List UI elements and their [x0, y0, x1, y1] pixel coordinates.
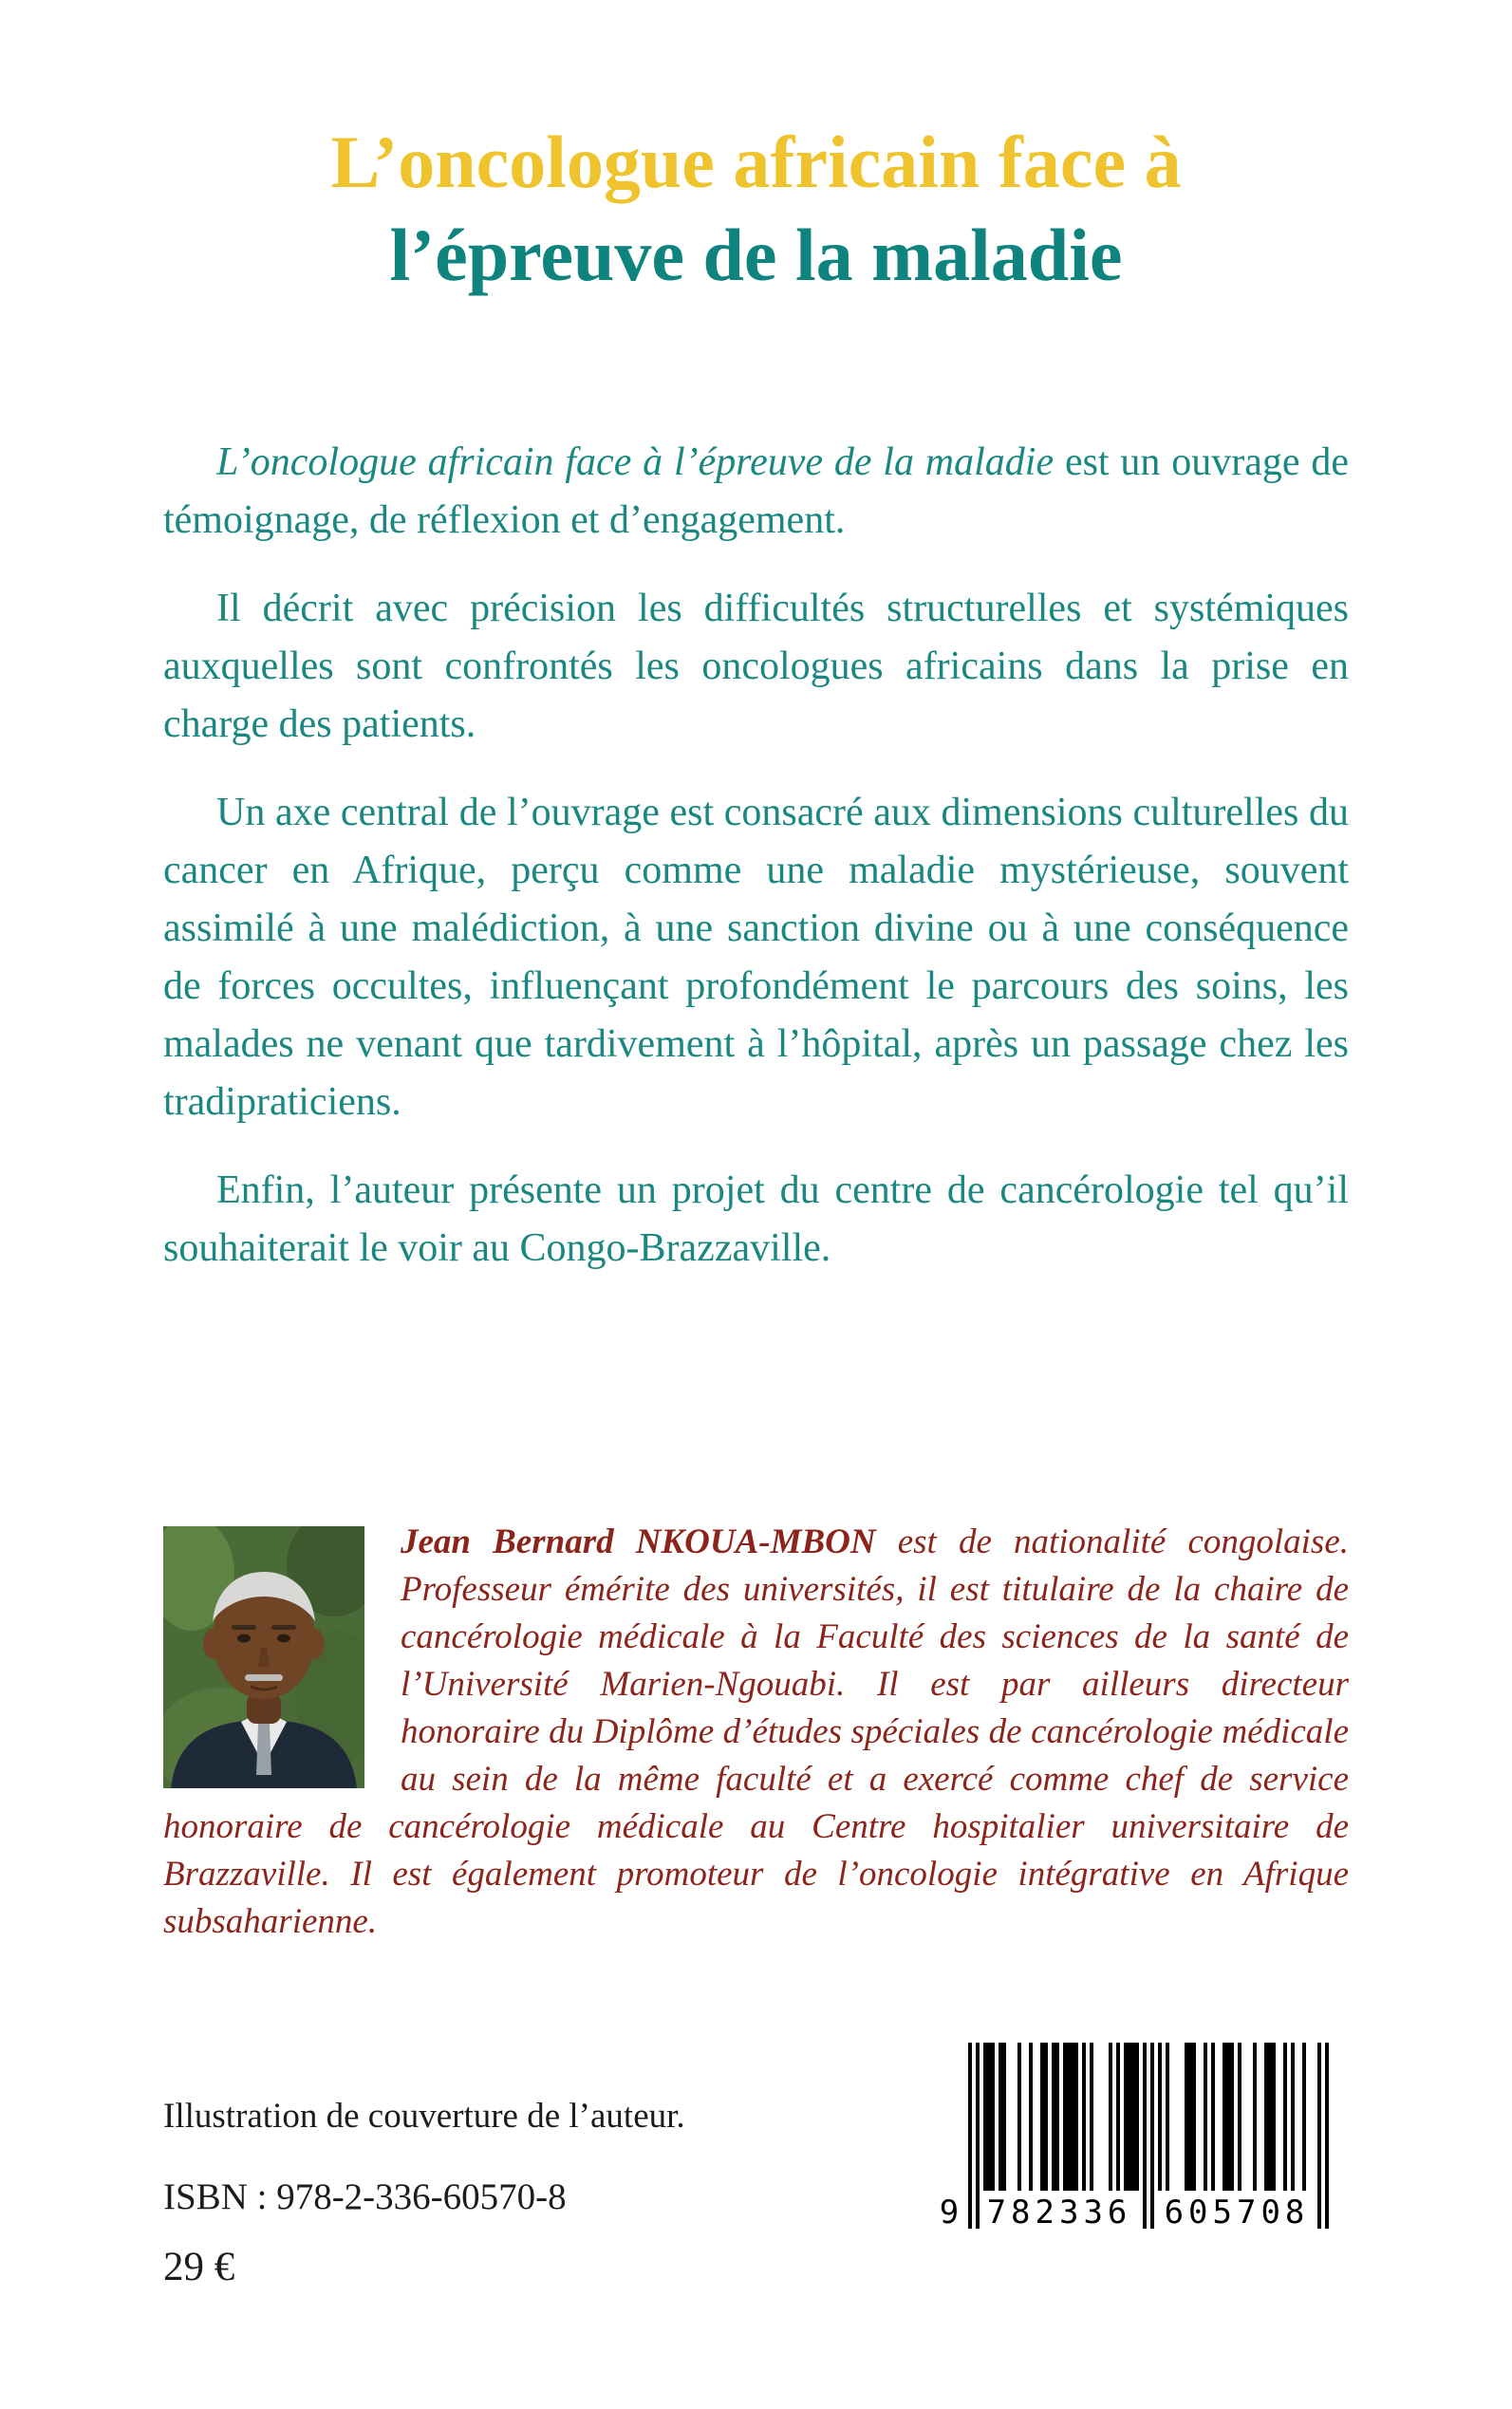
synopsis-paragraph-4: Enfin, l’auteur présente un projet du centre de cancérologie tel qu’il souhaiterait le voir au Congo-Brazzaville. [163, 1167, 1349, 1270]
barcode-digit-lead: 9 [932, 2191, 966, 2234]
author-bio [163, 1519, 1349, 1946]
book-title-line1: L’oncologue africain face à [330, 121, 1182, 203]
price-label: 29 € [163, 2245, 235, 2289]
author-photo [163, 1526, 364, 1788]
barcode-digits-right: 605708 [1156, 2191, 1317, 2234]
isbn-number: ISBN : 978-2-336-60570-8 [163, 2176, 567, 2217]
synopsis-book-title-italic: L’oncologue africain face à l’épreuve de la maladie [216, 439, 1055, 484]
synopsis-paragraph-3: Un axe central de l’ouvrage est consacré aux dimensions culturelles du cancer en Afrique, perçu comme une maladie mystérieuse, souvent assimilé à une malédiction, à une sanction divine ou à une conséquence de forces occultes, influençant profondément le parcours des soins, les malades ne venant que tardivement à l’hôpital, après un passage chez les tradipraticiens. [163, 790, 1349, 1124]
book-title-line2: l’épreuve de la maladie [389, 214, 1123, 297]
barcode [939, 2043, 1331, 2237]
author-name: Jean Bernard NKOUA-MBON [401, 1522, 876, 1561]
synopsis-paragraph-1 [163, 434, 1349, 550]
synopsis-paragraph-2: Il décrit avec précision les difficultés structurelles et systémiques auxquelles sont confrontés les oncologues africains dans la prise en charge des patients. [163, 586, 1349, 746]
illustration-credit: Illustration de couverture de l’auteur. [163, 2097, 685, 2136]
barcode-digits-left: 782336 [980, 2191, 1139, 2234]
book-title [0, 0, 1512, 303]
synopsis [163, 434, 1349, 1278]
synopsis-paragraph-1-rest: est un ouvrage de témoignage, de réflexion et d’engagement. [163, 439, 1349, 542]
bio-body: est de nationalité congolaise. Professeur émérite des universités, il est titulaire de la chaire de cancérologie médicale à la Faculté des sciences de la santé de l’Université Marien-Ngouabi. Il est par ailleurs directeur honoraire du Diplôme d’études spéciales de cancérologie médicale au sein de la même faculté et a exercé comme chef de service honoraire de cancérologie médicale au Centre hospitalier universitaire de Brazzaville. Il est également promoteur de l’oncologie intégrative en Afrique subsaharienne. [163, 1522, 1349, 1941]
